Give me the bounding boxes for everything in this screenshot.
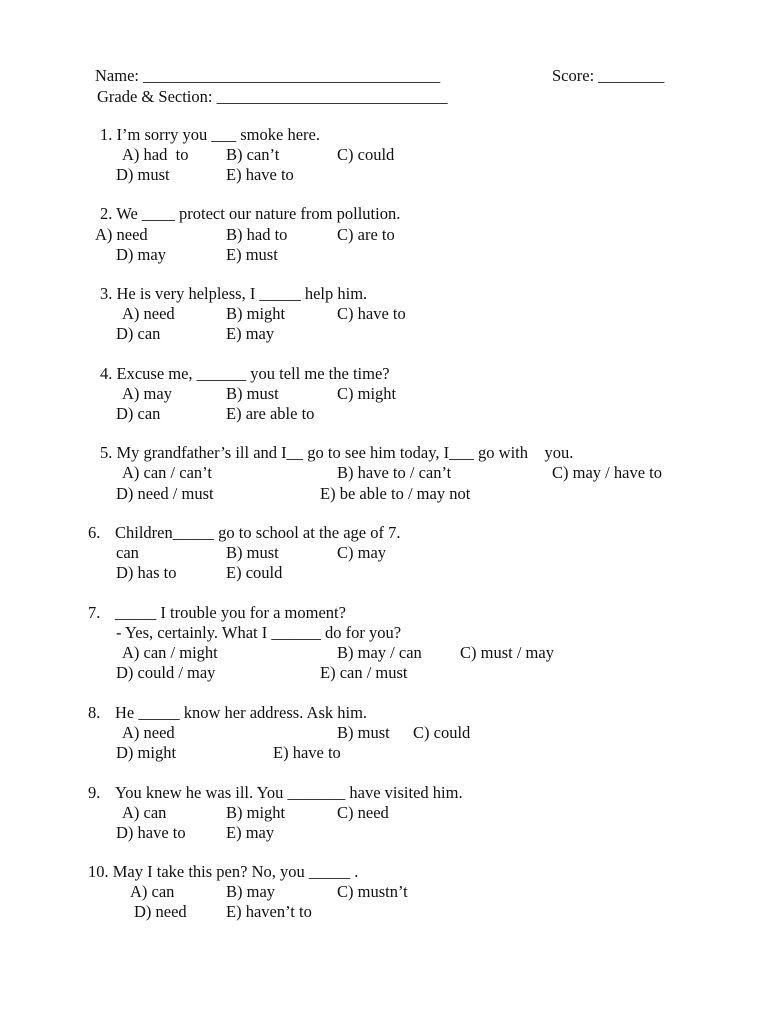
question-3-option-a: A) need — [122, 304, 175, 323]
question-6-option-b: B) must — [226, 543, 279, 562]
question-2-option-e: E) must — [226, 245, 278, 264]
question-5-option-c: C) may / have to — [552, 463, 662, 482]
question-7-stem: _____ I trouble you for a moment? — [115, 603, 346, 622]
question-1-option-e: E) have to — [226, 165, 294, 184]
question-9-option-c: C) need — [337, 803, 389, 822]
question-6-option-c: C) may — [337, 543, 387, 562]
question-2-stem: 2. We ____ protect our nature from pollution. — [100, 204, 401, 223]
question-10-option-a: A) can — [130, 882, 175, 901]
question-7-option-b: B) may / can — [337, 643, 422, 662]
question-9-option-d: D) have to — [116, 823, 186, 842]
question-4-option-a: A) may — [122, 384, 172, 403]
question-5-option-a: A) can / can’t — [122, 463, 212, 482]
question-5-option-e: E) be able to / may not — [320, 484, 471, 503]
question-6-option-d: D) has to — [116, 563, 177, 582]
question-9-option-a: A) can — [122, 803, 167, 822]
question-5-option-b: B) have to / can’t — [337, 463, 452, 482]
question-10-option-b: B) may — [226, 882, 276, 901]
question-4-option-c: C) might — [337, 384, 397, 403]
question-1-option-a: A) had to — [122, 145, 189, 164]
name-field-label: Name: ____________________________________ — [95, 66, 441, 85]
question-8-option-b: B) must — [337, 723, 390, 742]
question-8-option-d: D) might — [116, 743, 177, 762]
question-6-option-a: can — [116, 543, 139, 562]
question-8-stem: He _____ know her address. Ask him. — [115, 703, 368, 722]
question-7-reply: - Yes, certainly. What I ______ do for you? — [116, 623, 402, 642]
question-5-option-d: D) need / must — [116, 484, 214, 503]
question-4-option-e: E) are able to — [226, 404, 315, 423]
question-9-number: 9. — [88, 783, 101, 802]
question-10-option-d: D) need — [134, 902, 187, 921]
question-2-option-b: B) had to — [226, 225, 288, 244]
question-3-option-c: C) have to — [337, 304, 406, 323]
question-3-option-e: E) may — [226, 324, 275, 343]
question-10-option-e: E) haven’t to — [226, 902, 312, 921]
question-1-option-d: D) must — [116, 165, 170, 184]
question-8-number: 8. — [88, 703, 101, 722]
question-2-option-c: C) are to — [337, 225, 395, 244]
question-8-option-e: E) have to — [273, 743, 341, 762]
question-9-option-e: E) may — [226, 823, 275, 842]
question-6-stem: Children_____ go to school at the age of 7. — [115, 523, 401, 542]
question-4-option-b: B) must — [226, 384, 279, 403]
question-3-option-d: D) can — [116, 324, 161, 343]
question-5-stem: 5. My grandfather’s ill and I__ go to see him today, I___ go with you. — [100, 443, 574, 462]
question-6-number: 6. — [88, 523, 101, 542]
question-7-option-a: A) can / might — [122, 643, 218, 662]
question-1-option-c: C) could — [337, 145, 395, 164]
question-3-option-b: B) might — [226, 304, 286, 323]
question-2-option-a: A) need — [95, 225, 148, 244]
question-7-option-e: E) can / must — [320, 663, 408, 682]
question-10-option-c: C) mustn’t — [337, 882, 408, 901]
question-9-option-b: B) might — [226, 803, 286, 822]
question-1-stem: 1. I’m sorry you ___ smoke here. — [100, 125, 320, 144]
question-1-option-b: B) can’t — [226, 145, 280, 164]
grade-section-field-label: Grade & Section: ____________________________ — [97, 87, 448, 106]
question-8-option-c: C) could — [413, 723, 471, 742]
question-3-stem: 3. He is very helpless, I _____ help him. — [100, 284, 368, 303]
question-4-option-d: D) can — [116, 404, 161, 423]
question-8-option-a: A) need — [122, 723, 175, 742]
question-2-option-d: D) may — [116, 245, 166, 264]
question-4-stem: 4. Excuse me, ______ you tell me the time? — [100, 364, 390, 383]
question-7-option-d: D) could / may — [116, 663, 216, 682]
score-field-label: Score: ________ — [552, 66, 665, 85]
question-6-option-e: E) could — [226, 563, 283, 582]
question-10-stem: 10. May I take this pen? No, you _____ . — [88, 862, 359, 881]
question-9-stem: You knew he was ill. You _______ have visited him. — [115, 783, 463, 802]
question-7-option-c: C) must / may — [460, 643, 554, 662]
question-7-number: 7. — [88, 603, 101, 622]
